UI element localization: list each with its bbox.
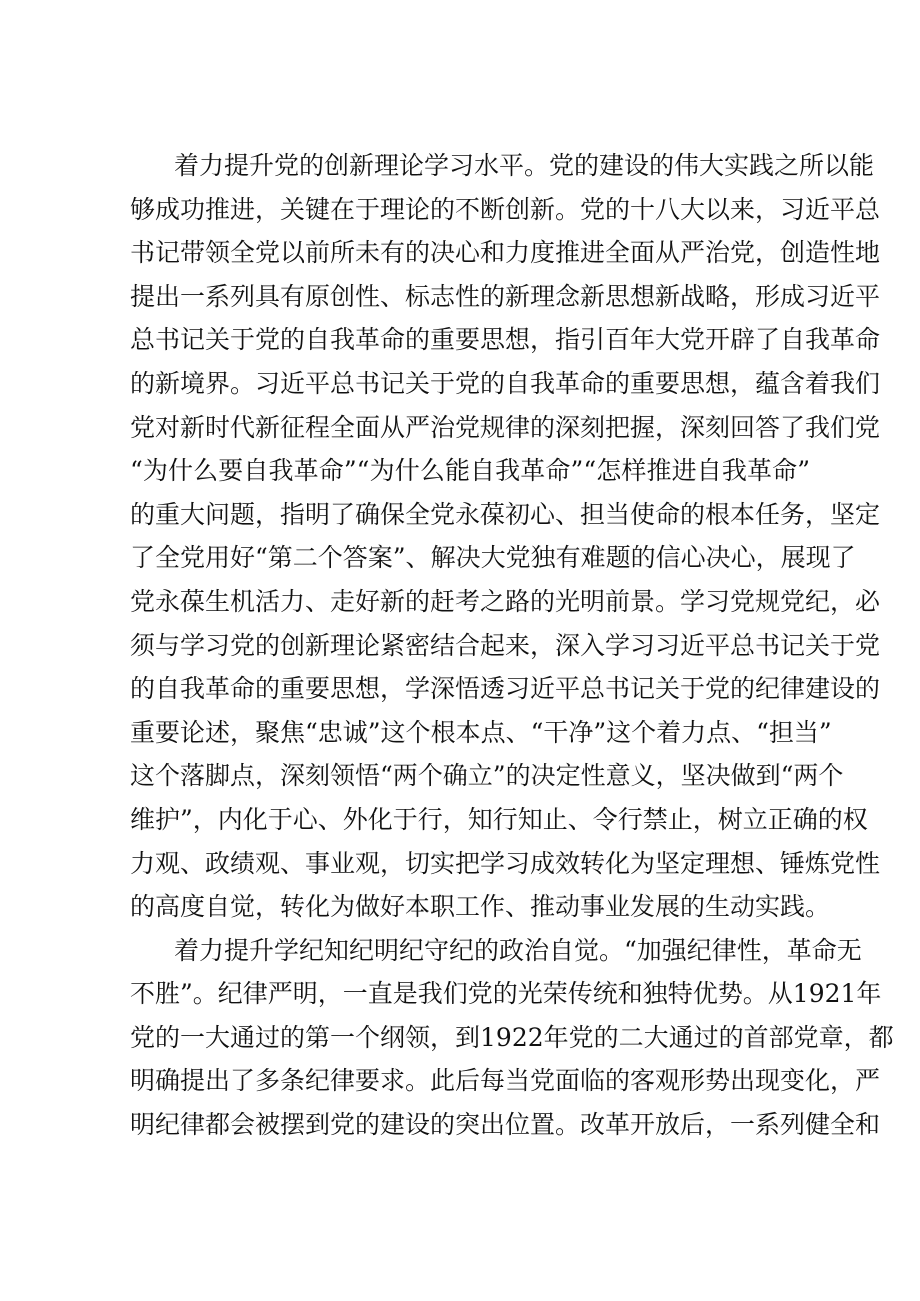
text-line: 着力提升党的创新理论学习水平。党的建设的伟大实践之所以能 <box>174 151 875 180</box>
text-line: 的新境界。习近平总书记关于党的自我革命的重要思想，蕴含着我们 <box>130 368 881 398</box>
text-line: 重要论述，聚焦“忠诚”这个根本点、“干净”这个着力点、“担当” <box>130 717 832 747</box>
text-line: 的高度自觉，转化为做好本职工作、推动事业发展的生动实践。 <box>130 892 831 922</box>
text-line: 不胜”。纪律严明，一直是我们党的光荣传统和独特优势。从1921年 <box>130 979 882 1009</box>
text-line: “为什么要自我革命”“为什么能自我革命”“怎样推进自我革命” <box>130 456 810 486</box>
text-line: 了全党用好“第二个答案”、解决大党独有难题的信心决心，展现了 <box>130 543 856 573</box>
text-line: 提出一系列具有原创性、标志性的新理念新思想新战略，形成习近平 <box>130 281 881 311</box>
text-line: 总书记关于党的自我革命的重要思想，指引百年大党开辟了自我革命 <box>130 325 881 355</box>
text-line: 的重大问题，指明了确保全党永葆初心、担当使命的根本任务，坚定 <box>130 499 881 529</box>
text-line: 力观、政绩观、事业观，切实把学习成效转化为坚定理想、锤炼党性 <box>130 848 881 878</box>
text-line: 明确提出了多条纪律要求。此后每当党面临的客观形势出现变化，严 <box>130 1066 881 1096</box>
text-line: 书记带领全党以前所未有的决心和力度推进全面从严治党，创造性地 <box>130 238 881 268</box>
body-text <box>130 144 894 1147</box>
text-line: 党永葆生机活力、走好新的赶考之路的光明前景。学习党规党纪，必 <box>130 586 881 616</box>
text-line: 的自我革命的重要思想，学深悟透习近平总书记关于党的纪律建设的 <box>130 674 881 704</box>
text-line: 这个落脚点，深刻领悟“两个确立”的决定性意义，坚决做到“两个 <box>130 761 844 791</box>
text-line: 党对新时代新征程全面从严治党规律的深刻把握，深刻回答了我们党 <box>130 412 881 442</box>
paragraph-2 <box>130 929 894 1147</box>
text-line: 维护”，内化于心、外化于行，知行知止、令行禁止，树立正确的权 <box>130 804 868 834</box>
text-line: 须与学习党的创新理论紧密结合起来，深入学习习近平总书记关于党 <box>130 630 881 660</box>
text-line: 党的一大通过的第一个纲领，到1922年党的二大通过的首部党章，都 <box>130 1022 894 1052</box>
text-line: 够成功推进，关键在于理论的不断创新。党的十八大以来，习近平总 <box>130 194 881 224</box>
paragraph-1 <box>130 144 881 929</box>
text-line: 明纪律都会被摆到党的建设的突出位置。改革开放后，一系列健全和 <box>130 1110 881 1140</box>
text-line: 着力提升学纪知纪明纪守纪的政治自觉。“加强纪律性，革命无 <box>174 935 862 965</box>
